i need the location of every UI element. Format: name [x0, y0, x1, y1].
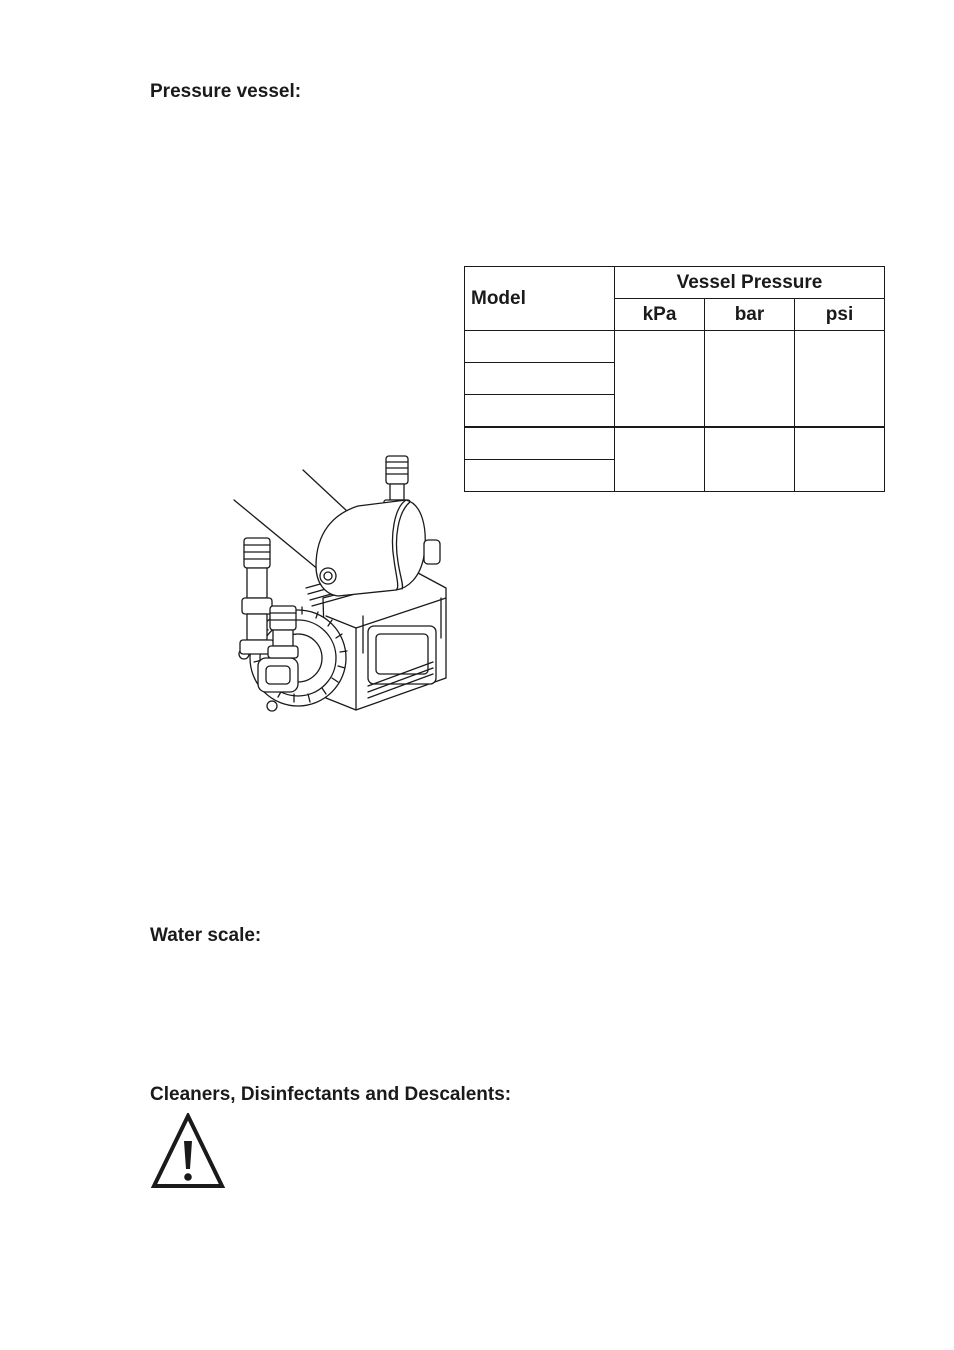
pump-illustration [228, 448, 468, 733]
inlet-fitting-middle [268, 606, 298, 658]
bar-cell [705, 427, 795, 492]
model-cell [465, 331, 615, 363]
kpa-cell [615, 427, 705, 492]
kpa-column-header: kPa [615, 299, 705, 331]
warning-triangle-icon [151, 1113, 225, 1189]
vessel-pressure-table [464, 266, 885, 492]
model-cell [465, 460, 615, 492]
psi-cell [795, 331, 885, 428]
vessel-pressure-header: Vessel Pressure [615, 267, 885, 299]
model-cell [465, 427, 615, 460]
model-column-header: Model [465, 267, 615, 331]
bar-column-header: bar [705, 299, 795, 331]
psi-column-header: psi [795, 299, 885, 331]
psi-cell [795, 427, 885, 492]
model-cell [465, 363, 615, 395]
model-cell [465, 395, 615, 428]
bar-cell [705, 331, 795, 428]
water-scale-heading: Water scale: [150, 925, 262, 946]
pressure-vessel-heading: Pressure vessel: [150, 81, 302, 102]
cleaners-heading: Cleaners, Disinfectants and Descalents: [150, 1084, 512, 1105]
kpa-cell [615, 331, 705, 428]
